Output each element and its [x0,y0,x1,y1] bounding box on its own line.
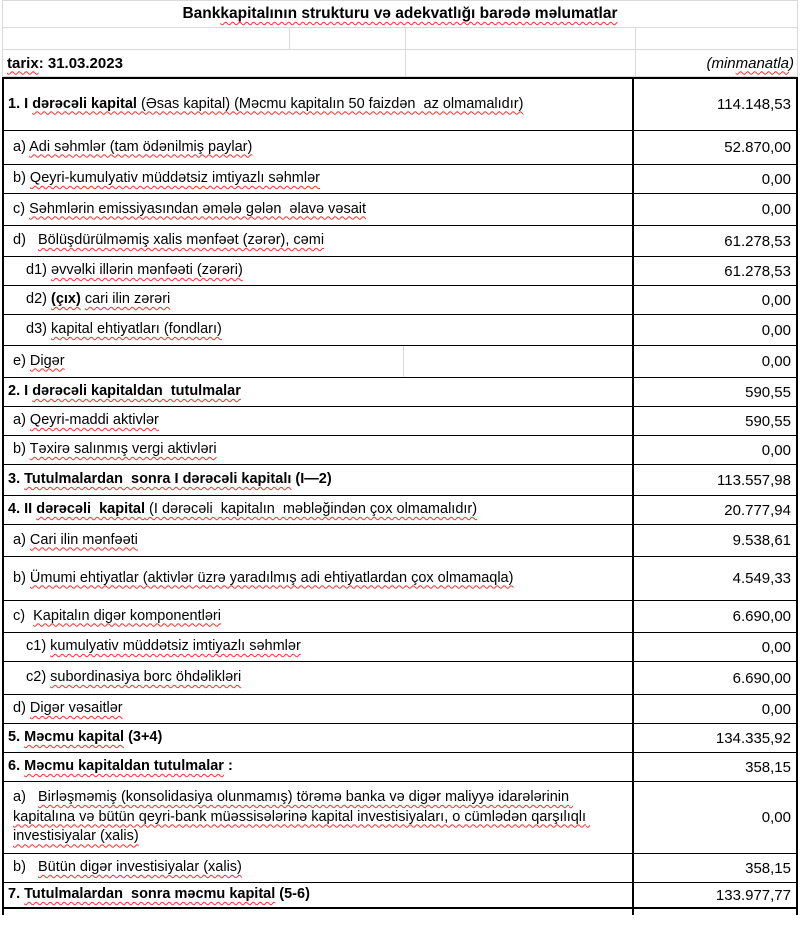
capital-structure-table [2,77,798,907]
spacer-row [3,28,797,50]
text-segment: 5. [8,729,25,746]
text-segment: Qeyri-maddi aktivlər [29,412,159,429]
row-label [4,525,632,556]
row-value: 590,55 [632,378,796,406]
date-row [3,50,797,77]
text-segment: Məcmu kapitaldan tutulmalar [24,758,224,775]
row-value: 0,00 [632,194,796,225]
text-segment: dərəcəli kapital [32,95,137,112]
row-label [4,315,632,345]
row-label [4,165,632,193]
row-label [4,286,632,314]
row-value: 0,00 [632,346,796,377]
row-label [4,465,632,495]
row-label [4,753,632,781]
row-label [4,662,632,694]
text-segment: d3) [26,321,51,338]
row-label-text [13,352,65,372]
row-value: 0,00 [632,165,796,193]
row-label-text [26,668,241,688]
table-row [4,556,796,600]
text-segment: Cari ilin mənfəəti [29,531,138,548]
row-label-text [13,699,123,719]
text-segment: Kapitalın digər komponentləri [33,607,221,624]
row-value: 0,00 [632,436,796,464]
grid-cell [290,28,406,49]
grid-cell [406,28,636,49]
table-row [4,853,796,882]
table-row [4,781,796,853]
text-segment: 1. I [8,95,33,112]
page-title [3,1,797,28]
text-segment: Qeyri-kumulyativ müddətsiz imtiyazlı səhmlər [29,170,320,187]
text-segment: ) [789,54,794,72]
text-segment: (3+4) [124,729,163,746]
row-label-text [8,500,477,520]
table-row [4,661,796,694]
text-segment: 6. [8,758,25,775]
table-row [4,345,796,377]
text-segment: Təxirə salınmış vergi aktivləri [29,441,217,458]
row-label [4,131,632,164]
text-segment: Tutulmalardan sonra I dərəcəli kapitalı [24,471,292,488]
row-label [4,782,632,853]
row-value: 133.977,77 [632,883,796,907]
row-value: 6.690,00 [632,601,796,632]
table-row [4,632,796,661]
table-row [4,752,796,781]
row-label [4,695,632,723]
grid-line [403,346,404,377]
row-label-text [26,320,222,340]
text-segment: : [223,758,233,775]
row-value: 358,15 [632,854,796,882]
text-segment: d1) [26,262,51,279]
text-segment: Bank [182,5,221,22]
row-value: 9.538,61 [632,525,796,556]
table-row [4,464,796,495]
row-label-text [8,728,162,748]
row-value: 0,00 [632,782,796,853]
grid-cell [3,28,290,49]
grid-cell [4,909,632,915]
unit-label [636,50,797,76]
text-segment: Adi səhmlər (tam ödənilmiş paylar) [29,138,253,155]
grid-cell [636,28,797,49]
text-segment: Ümumi ehtiyatlar (aktivlər üzrə yaradılmış adi ehtiyatlardan çox olmamaqla) [29,569,514,586]
row-label-text [13,788,632,847]
row-label-text [8,470,332,490]
row-label [4,407,632,435]
row-value: 134.335,92 [632,724,796,752]
table-row [4,377,796,406]
row-value: 590,55 [632,407,796,435]
text-segment: (5-6) [275,886,310,903]
text-segment: kapitalının strukturu və adekvatlığı barədə məlumatlar [220,5,618,22]
row-label-text [13,607,221,627]
row-value: 114.148,53 [632,79,796,130]
row-value: 0,00 [632,633,796,661]
row-label-text [13,440,217,460]
text-segment: (çıx) [51,291,81,308]
row-label-text [8,382,241,402]
row-value: 0,00 [632,315,796,345]
report-date [3,50,406,76]
text-segment: d) [13,232,38,249]
row-value: 52.870,00 [632,131,796,164]
text-segment: Səhmlərin emissiyasından əmələ gələn əlavə vəsait [29,200,367,217]
bank-capital-report [2,0,798,915]
table-row [4,495,796,524]
row-label-text [13,231,324,251]
table-row [4,225,796,256]
row-label [4,194,632,225]
text-segment: : 31.03.2023 [38,54,123,72]
text-segment: 3. [8,471,25,488]
row-label [4,854,632,882]
row-label-text [13,531,138,551]
text-segment: dərəcəli kapital [36,501,146,518]
text-segment: b) [13,569,30,586]
row-label [4,724,632,752]
row-label-text [8,95,523,115]
report-header [2,0,798,77]
text-segment: kapital ehtiyatları (fondları) [51,321,222,338]
row-label [4,346,632,377]
row-label-text [13,411,159,431]
row-label-text [8,885,310,905]
grid-cell [632,909,796,915]
text-segment: e) [13,352,30,369]
row-label-text [26,290,170,310]
row-label [4,496,632,524]
partial-next-row [2,907,798,915]
row-value: 113.557,98 [632,465,796,495]
row-value: 6.690,00 [632,662,796,694]
text-segment: c2) [26,669,51,686]
row-label-text [13,169,320,189]
text-segment: a) [13,138,30,155]
text-segment: 7. [8,886,25,903]
text-segment: c) [13,607,34,624]
text-segment: b) [13,859,38,876]
row-label-text [26,637,301,657]
table-row [4,694,796,723]
row-value: 0,00 [632,695,796,723]
row-label-text [13,569,513,589]
text-segment: dərəcəli kapitaldan tutulmalar [32,383,241,400]
row-label-text [13,858,242,878]
table-row [4,314,796,345]
table-row [4,600,796,632]
table-row [4,723,796,752]
grid-cell [406,50,636,76]
text-segment: əvvəlki illərin mənfəəti (zərəri) [51,262,243,279]
text-segment: a) [13,531,30,548]
text-segment: subordinasiya borc öhdəlikləri [50,669,242,686]
table-row [4,193,796,225]
table-row [4,406,796,435]
row-label [4,633,632,661]
row-label [4,226,632,256]
row-label-text [26,261,243,281]
text-segment: b) [13,441,30,458]
text-segment: Digər vəsaitlər [29,700,123,717]
text-segment: a) [13,412,30,429]
text-segment: d) [13,700,30,717]
table-row [4,79,796,130]
table-row [4,130,796,164]
table-row [4,164,796,193]
text-segment: (I dərəcəli kapitalın məbləğindən çox olmamalıdır) [145,501,478,518]
text-segment: d2) [26,291,51,308]
text-segment: Məcmu kapital [24,729,125,746]
row-value: 4.549,33 [632,557,796,600]
table-row [4,435,796,464]
row-label-text [13,138,252,158]
text-segment: Tutulmalardan sonra məcmu kapital [24,886,276,903]
row-label [4,883,632,907]
row-label [4,79,632,130]
text-segment: manatla [735,54,789,72]
text-segment: Digər [29,352,65,369]
row-value: 358,15 [632,753,796,781]
text-segment: b) [13,170,30,187]
text-segment: Bölüşdürülməmiş xalis mənfəət (zərər), cəmi [37,232,325,249]
row-label-text [8,757,233,777]
row-label [4,378,632,406]
row-value: 61.278,53 [632,226,796,256]
row-label [4,436,632,464]
text-segment: kumulyativ müddətsiz imtiyazlı səhmlər [50,638,301,655]
text-segment: c1) [26,638,51,655]
text-segment: tarix [7,54,39,72]
text-segment: 4. II [8,501,37,518]
table-row [4,524,796,556]
text-segment: c) [13,200,30,217]
table-row [4,285,796,314]
table-row [4,882,796,907]
row-value: 0,00 [632,286,796,314]
row-label [4,257,632,285]
row-label-text [13,200,366,220]
row-label [4,557,632,600]
text-segment: cari ilin zərəri [84,291,171,308]
row-value: 61.278,53 [632,257,796,285]
text-segment: (min [706,54,736,72]
text-segment: Bütün digər investisiyalar (xalis) [37,859,242,876]
table-row [4,256,796,285]
text-segment: (I—2) [291,471,332,488]
row-value: 20.777,94 [632,496,796,524]
text-segment: (Əsas kapital) (Məcmu kapitalın 50 faizdən az olmamalıdır) [136,95,524,112]
row-label [4,601,632,632]
text-segment: Birləşməmiş (konsolidasiya olunmamış) törəmə banka və digər maliyyə idarələrinin kapitalına və bütün qeyri-bank müəssisələrinə kapital investisiyaları, o cümlədən qarşılıqlı investisiyalar (xalis) [13,789,591,845]
text-segment: a) [13,789,38,806]
text-segment: 2. I [8,383,33,400]
